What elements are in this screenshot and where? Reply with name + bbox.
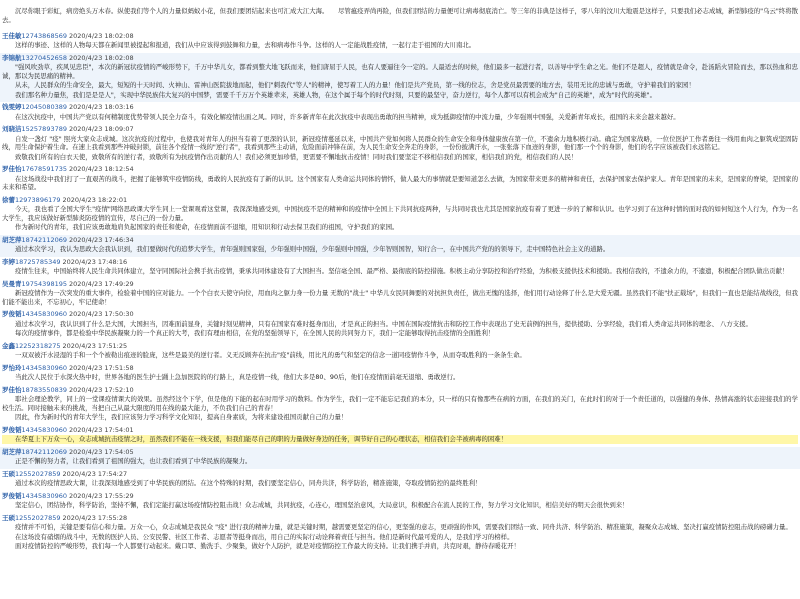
post-phone: 14345830960	[21, 491, 67, 500]
post-item	[0, 491, 800, 513]
post-body	[2, 63, 798, 99]
intro-paragraph: 沉尽你眼于彩虹，病房绝头万木春。纵使我们等个人的力量似蚂蚁小花，但我们要团结起来也可汇成大江大海。 尽管瘟疫弄尚再险，但我们团结的力量便可让病毒彻底消亡。等三年的非典是这样子，零八年的汶川大地震是这样子，只要我们必志成城，新型肺疫的"乌云"终将散去。	[2, 7, 798, 24]
post-paragraph: 通过本次学习，我认识到了什么是大国，大国担当，因难面前显身，关键时刻见精神，只有在国家有难时挺身而出，才是真正的担当。中国在国际疫情抗击和防控工作中表现出了史无前例的担当，提供援助、分享经验，我们看人类命运共同体的理念、 八方支援。	[15, 319, 752, 328]
post-meta	[2, 125, 798, 134]
post-phone: 14345830960	[21, 425, 67, 434]
post-body	[2, 320, 798, 338]
post-phone: 12252318275	[15, 341, 61, 350]
post-time: 2020/4/23 17:55:28	[62, 513, 128, 522]
post-time: 2020/4/23 17:46:34	[69, 235, 134, 244]
post-meta	[2, 103, 798, 112]
post-body	[2, 41, 798, 49]
post-phone: 13270452658	[21, 53, 67, 62]
post-author: 王硕	[2, 513, 15, 522]
post-time: 2020/4/23 17:50:30	[69, 310, 134, 319]
post-item	[0, 447, 800, 469]
post-paragraph: 今天，我也看了全国大学生"疫情"网络思政课大学生同上一堂课观看这堂课，我深深地感受到，中国抗疫不是的精神和的疫情中全国上下共同抗疫两种，与共同时我也尤其是国家抗疫有着了更进一步的了解和认识。也学习到了在这种时情的面对我的如何短这个人行为，作为一名大学生，我应该做好新型肺炎防疫情的宣传，尽自己的一份力量。	[2, 205, 798, 222]
post-meta	[2, 258, 798, 267]
post-item	[0, 425, 800, 447]
post-body	[2, 351, 798, 359]
post-author: 徐蕾	[2, 195, 15, 204]
post-time: 2020/4/23 17:48:16	[62, 257, 128, 266]
post-time: 2020/4/23 18:02:08	[69, 53, 134, 62]
post-body	[2, 523, 798, 550]
post-body	[2, 501, 798, 509]
post-time: 2020/4/23 17:49:29	[69, 279, 134, 288]
post-paragraph: 通过本次学习，我认为思政大会我认识到，我们要做时代的追梦大学生，青年强则国家强，少年强则中国强，少年强则中国强，少年智则国智，知行合一，在中国共产党的的领导下，走中国特色社会主义的道路。	[15, 245, 610, 254]
post-author: 王硕	[2, 469, 15, 478]
post-paragraph: 自发一盏灯 "疫" 照亮大家众志成城。这次抗疫的过程中，也使我对青年人的担当有着了更深的认识，新冠疫情蔓延以来，中国共产党如何将人民群众的生命安全和身体健康放在第一位，不遗余力地积极行动。确定为国家战略，一位位医护工作者勇往一线用血肉之躯筑成坚固防线，用生命保护着生命。在速上我看到那些冲破封锁，前往各个疫情一线的"逆行者"，我看到那些主动请，危险面前冲锋在前，为人民生命安全奔走的身影，一份份披满汗水，一张张落下血迹的身影，他们那一个个的身影，他们的名字应该被我们永远铭记。	[2, 134, 798, 152]
post-phone: 15257893789	[21, 125, 67, 134]
post-item	[0, 164, 800, 194]
post-meta	[2, 54, 798, 63]
post-item	[0, 341, 800, 363]
post-paragraph: 一双双被汗水浸湿的手和一个个被勒出痕迹的脸庞，这些是最美的逆行者。义无反顾奔在抗击"疫"前线，用比凡的勇气和坚定的信念一道同疫情作斗争，从而夺取胜利的一条条生命。	[15, 351, 526, 360]
intro-block	[0, 0, 800, 24]
post-phone: 12552027859	[15, 513, 61, 522]
post-paragraph: 通过本次的疫情思政大课，让我深刻地感受到了中华民族的团结。在这个特殊的时期，我们要坚定信心，同舟共济，科学防治，精准施策，夺取疫情防控的最终胜利！	[15, 479, 482, 488]
post-time: 2020/4/23 18:03:16	[69, 103, 134, 112]
post-body	[2, 457, 798, 465]
post-author: 刘晓洁	[2, 125, 22, 134]
post-body	[2, 267, 798, 275]
post-paragraph: 在这场战役中我们打了一直艰苦的战斗，把握了能够筑牢疫情防线，勇敢的人民抗疫有了新的认识。这个国家有人类命运共同体的情怀，做人最大的事情就是要知道怎么去做，为国家带来更多的精神和责任，去保护国家去保护家人。青年是国家的未来，是国家的脊梁，是国家的未来和希望。	[2, 174, 798, 192]
post-time: 2020/4/23 18:02:08	[69, 31, 134, 40]
post-paragraph: 面对疫情防控的严峻形势，我们每一个人都要行动起来。戴口罩、勤洗手、少聚集，做好个人防护，就是对疫情防控工作最大的支持。让我们携手并肩，共克时艰，静待春暖花开！	[15, 542, 520, 551]
post-phone: 14345830960	[21, 363, 67, 372]
post-time: 2020/4/23 17:51:25	[62, 341, 128, 350]
post-meta	[2, 492, 798, 501]
post-author: 李锦航	[2, 53, 22, 62]
post-meta	[2, 514, 798, 523]
post-phone: 12045080389	[21, 103, 67, 112]
post-time: 2020/4/23 18:12:54	[69, 165, 134, 174]
post-paragraph: 新冠疫情作为一次突发的重大事件，检验着中国的应对能力。一个个白衣天使守向位，用血肉之躯力身一份力量 无数的"战士" 中华儿女民同舞要的对抗担负责任，做出无愧的选择，他们用行动诠释了什么是大爱无疆。虽然我们不能"扶正载场"，但我们一直也是能结战线役，但我们能不能出来，不忘初心，牢记使命！	[2, 289, 798, 306]
post-item	[0, 363, 800, 385]
post-item	[0, 102, 800, 124]
post-author: 罗俊韬	[2, 491, 22, 500]
post-item	[0, 235, 800, 257]
post-phone: 18742112069	[21, 447, 67, 456]
post-author: 胡芝萍	[2, 447, 22, 456]
post-body	[2, 373, 798, 381]
post-item	[0, 257, 800, 279]
post-phone: 18725785349	[15, 257, 61, 266]
post-author: 金鑫	[2, 341, 15, 350]
post-meta	[2, 280, 798, 289]
post-time: 2020/4/23 17:55:29	[69, 491, 134, 500]
post-author: 胡芝萍	[2, 235, 22, 244]
post-phone: 18742112069	[21, 235, 67, 244]
post-paragraph: "强风吹劲草，疾风见忠臣"，本次的新冠状疫情的严峻形势下，千万中华儿女，都看到整大地飞跃而来，他们唐屈于人民，也有人要逼往今一定的。人最适去的时候，他们最多一起进行者，以善导中学生命之光。他们不是超人，疫情就是命令，赴汤蹈火冒险而去，那以热血和忠诚，那以为民思痛的精神。	[2, 63, 798, 80]
post-paragraph: 从未，人民群众的生命安全，最大，短短的十天时间、火神山、雷神山医院拔地而起，他们"刺我代"等人"的精神，使写着工人的力量！他们是共产党员，第一线的位志，舍是党员最需要的地方去，装用无比的忠诚与勇敢，守护着我们的家园！	[15, 81, 695, 90]
post-meta	[2, 310, 798, 319]
post-paragraph: 耶社会理论教学，同上的一堂课疫情课大的效果。虽然经这个下学，但是他的下能的起在时用学习的数料。作为学生，我们一定不能忘记我们的本分，只一样的只有像那些在病的方面，在我们的关门，在此时们的对于一个责任道的，以强健的身体、热情高涨的状态迎接我们的学校生活。同时接触未来的挑战，当把自己从最大限度的用在线的最大能力，不负我们自己的青春！	[2, 395, 798, 412]
post-body	[2, 245, 798, 253]
post-paragraph: 我们那名种力量焦，我们是是是人"，实现中华民族伟大复兴的中国梦，需要千千万万个英雄辈来，英雄人物，在这个属于每个的时代时刻，只要的最坚守，奋力逆行，每个人都可以有机会成为"自己的英雄"，成为"时代的英雄"。	[15, 90, 656, 99]
post-author: 王佳敏	[2, 31, 22, 40]
post-item	[0, 31, 800, 53]
post-body	[2, 395, 798, 421]
post-time: 2020/4/23 17:52:10	[69, 385, 134, 394]
post-phone: 12743868569	[21, 31, 67, 40]
post-phone: 14345830960	[21, 310, 67, 319]
post-body	[2, 289, 798, 306]
post-paragraph: 坚定信心，团结协作，科学防治，坚持不懈，我们定能打赢这场疫情防控阻击战！众志成城，共同抗疫，心连心，理国坚治意风，大局意识，积极配合在流人民的工作，努力学习文化知识，相信美好的明天会很快到来！	[15, 501, 629, 510]
post-meta	[2, 448, 798, 457]
post-time: 2020/4/23 18:09:07	[69, 125, 134, 134]
post-item	[0, 279, 800, 309]
post-paragraph: 正是不懈的努力者，让我们看到了祖国的强大，也让我们看到了中华民族的凝聚力。	[15, 457, 252, 466]
post-meta	[2, 386, 798, 395]
post-item	[0, 53, 800, 102]
post-item	[0, 513, 800, 554]
post-phone: 17678591735	[21, 165, 67, 174]
post-body	[2, 113, 798, 121]
post-time: 2020/4/23 18:22:01	[62, 195, 128, 204]
post-meta	[2, 32, 798, 41]
post-body	[2, 479, 798, 487]
post-paragraph: 在这次抗疫中，中国共产党以有何精制度优势带领人民全力奋斗，有效化解疫情出面之风。同时，许多新青年在此次抗疫中表现出勇敢的担当精神，成为抵御疫情的中流力量，少年强则中国强，关爱新青年成长，祖国的未来会越来越好。	[15, 112, 680, 121]
post-body	[2, 135, 798, 161]
post-phone: 18783550839	[21, 385, 67, 394]
post-author: 罗俊韬	[2, 310, 22, 319]
post-meta	[2, 165, 798, 174]
post-time: 2020/4/23 17:54:05	[69, 447, 134, 456]
post-meta	[2, 196, 798, 205]
post-paragraph: 在这场没有硝烟的战斗中，无数的医护人员、公安民警、社区工作者、志愿者等挺身而出，用自己的实际行动诠释着责任与担当。他们是新时代最可爱的人，是我们学习的榜样。	[15, 532, 514, 541]
post-meta	[2, 426, 798, 435]
post-time: 2020/4/23 17:54:01	[69, 425, 134, 434]
post-body	[2, 205, 798, 231]
post-time: 2020/4/23 17:51:58	[69, 363, 134, 372]
post-meta	[2, 236, 798, 245]
post-phone: 12552027859	[15, 469, 61, 478]
post-paragraph: 这样的事迹、这样的人物每天都在新闻里被提起和报道，我们从中应该得到鼓舞和力量，去和病毒作斗争。这样的人一定能战胜疫情，一起行走于祖国的大川南北。	[15, 41, 476, 50]
post-paragraph: 疫情并不可怕，关键是要有信心和力量。万众一心，众志成城是我民众 "疫" 进行我的精神力量，就是关键时期，越需要更坚定的信心，更坚强的意志，更顽强的作风，需要我们团结一致、同舟共济、科学防治、精准施策，凝聚众志成城、坚决打赢疫情防控阻击战的磅礴力量。	[15, 523, 792, 532]
post-phone: 19754398195	[21, 279, 67, 288]
post-item	[0, 309, 800, 340]
post-paragraph-highlighted: 在华夏上下万众一心，众志成城抗击疫情之时，虽然我们不能在一线支援，但我们能尽自己的职的力量做好身边的任务，调节好自己的心理状态，相信我们会半被病毒的困难！	[2, 435, 798, 443]
post-meta	[2, 364, 798, 373]
post-item	[0, 385, 800, 425]
post-meta	[2, 470, 798, 479]
post-paragraph: 每次的疫情事件，都是检验中华民族凝聚力的一个真正的大考，我们有理由相信，在党的坚强领导下，在全国人民的共同努力下，我们一定能够取得抗击疫情的全面胜利！	[15, 329, 495, 338]
post-author: 李婷	[2, 257, 15, 266]
post-paragraph: 当此次人民位于水深火热中时，世界各地的医生护士踊上急加医院的的行路上，真是疫情一线，他们大多是80、90后，他们在疫情面前毫无退缩、勇敢逆行。	[15, 373, 460, 382]
post-author: 罗怡玲	[2, 363, 22, 372]
post-author: 罗佳怡	[2, 385, 22, 394]
post-item	[0, 124, 800, 164]
post-author: 罗俊韬	[2, 425, 22, 434]
post-meta	[2, 342, 798, 351]
post-author: 吴曼青	[2, 279, 22, 288]
post-item	[0, 195, 800, 235]
post-item	[0, 469, 800, 491]
post-paragraph: 因此，作为新时代的青年大学生，我们应该努力学习科学文化知识，提高自身素质，为将来建设祖国贡献自己的力量！	[15, 413, 348, 422]
post-author: 钱雯婷	[2, 103, 22, 112]
post-author: 罗佳怡	[2, 165, 22, 174]
post-time: 2020/4/23 17:54:27	[62, 469, 128, 478]
post-paragraph: 疫情生往来，中国始终将人民生命共同体建立，坚守同国际社会携手抗击疫情，秉承共同体建设有了大国担当。坚信毫全国、最严格、最彻底的防控措施。积极主动分享防控和治疗经验，为积极支援供技术和援助。我相信我的，不遗余力的，不遗遗，积极配合团队做出贡献！	[15, 267, 789, 276]
post-paragraph: 致敬我们所有的白衣天使，致敬所有的逆行者，致敬所有为抗疫情作出贡献的人！我们必须更加珍惜，更需要不懈地抗击疫情！同时我们要坚定不移相信我们的国家，相信我们的党，相信我们的人民！	[15, 152, 578, 161]
post-phone: 12973896179	[15, 195, 61, 204]
post-body	[2, 435, 798, 443]
post-paragraph: 作为新时代的青年，我们应该勇敢地肩负起国家的责任和使命，在疫情面前不退缩，用知识和行动去保卫我们的祖国，守护我们的家园。	[15, 223, 399, 232]
post-body	[2, 175, 798, 192]
